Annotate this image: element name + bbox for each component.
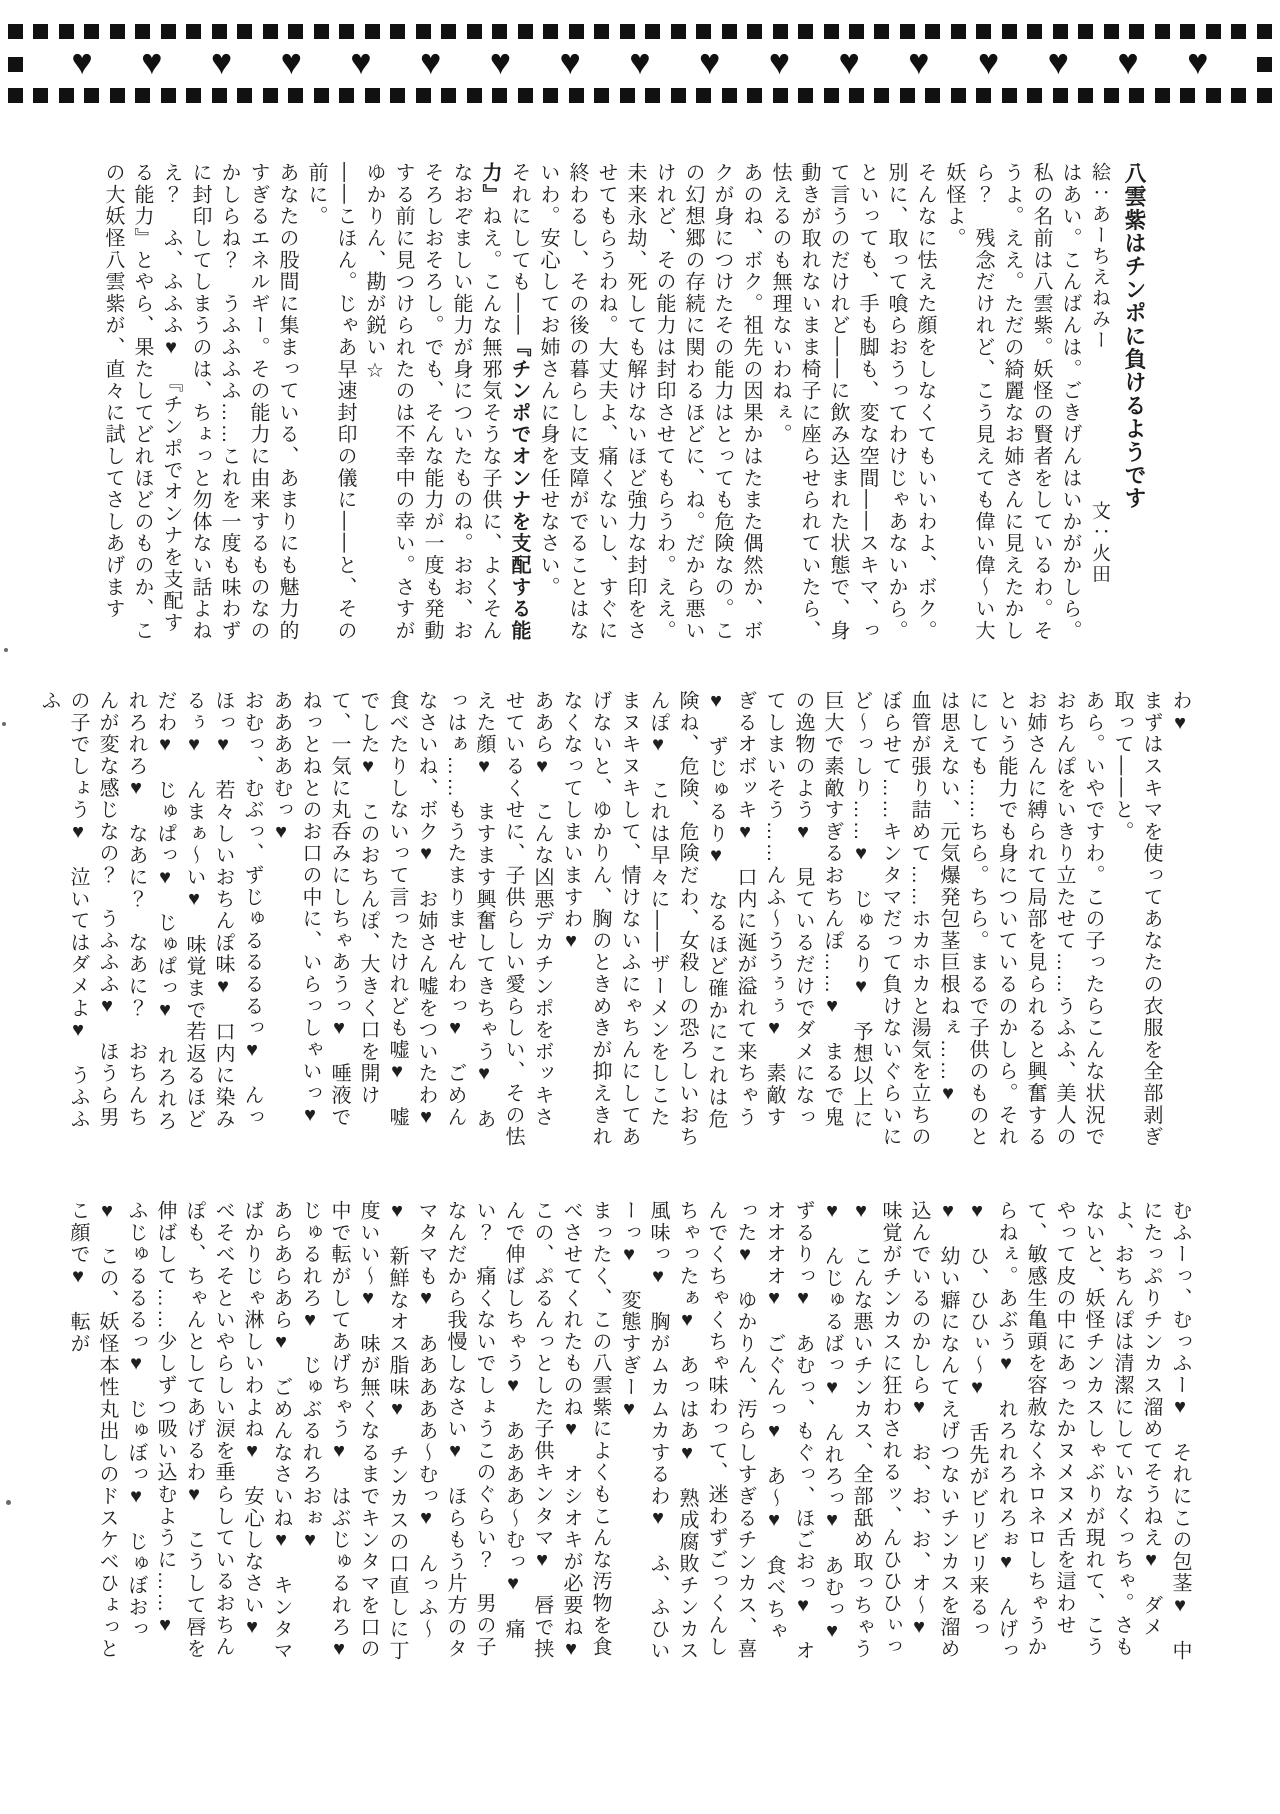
border-square-icon [1002,88,1017,103]
border-square-icon [900,24,915,39]
border-square-icon [951,88,966,103]
border-square-icon [645,88,660,103]
border-square-icon [212,24,227,39]
border-square-icon [161,24,176,39]
text-band-2 [38,690,1194,1152]
scan-speck [2,722,6,726]
border-square-icon [594,88,609,103]
border-square-icon [849,88,864,103]
border-square-icon [1053,88,1068,103]
paragraph: はあい。こんばんは。ごきげんはいかがかしら。 [1059,162,1081,642]
border-square-icon [186,24,201,39]
border-square-icon [874,24,889,39]
paragraph: まったく、この八雲紫によくもこんな汚物を食べさせてくれたものね♥ オシオキが必要ね♥ この、ぷるんっとした子供キンタマ♥ 唇で挟んで伸ばしちゃう♥ ああああ～むっ♥ 痛い？ 痛くないでしょうこのぐらい？ 男の子なんだから我慢しなさい♥ ほらもう片方のタマタマも♥ あああああ～むっ♥ んっふ～♥ 新鮮なオス脂味♥ チンカスの口直しに丁度いい～♥ 味が無くなるまでキンタマを口の中で転がしてあげちゃう♥ はぶじゅるれろ♥ じゅるれろ♥ じゅぶるれろおぉ♥ [299,1200,611,1684]
border-square-icon [416,88,431,103]
heart-icon: ♥ [838,41,860,82]
border-square-icon [467,24,482,39]
heart-icon: ♥ [1117,41,1139,82]
heart-icon: ♥ [280,41,302,82]
border-square-icon [620,88,635,103]
border-square-icon [1257,57,1272,72]
heart-icon: ♥ [908,41,930,82]
border-square-icon [263,88,278,103]
border-square-icon [237,24,252,39]
border-square-icon [1155,88,1170,103]
paragraph: あのね、ボク。祖先の因果かはたまた偶然か、ボクが身につけたその能力はとっても危険なの。この幻想郷の存続に関わるほどに、ね。だから悪いけれど、その能力は封印させてもらうわ。ええ。未来永劫、死しても解けないほど強力な封印をさせてもらうわね。大丈夫よ、痛くないし、すぐに終わるし、その後の暮らしに支障がでることはないわ。安心してお姉さんに身を任せなさい。 [537,162,762,642]
border-square-icon [543,88,558,103]
border-square-icon [594,24,609,39]
border-square-icon [773,24,788,39]
heart-icon: ♥ [420,41,442,82]
border-square-icon [441,24,456,39]
border-square-icon [288,24,303,39]
border-square-icon [1078,24,1093,39]
page-title: 八雲紫はチンポに負けるようです [1122,162,1147,510]
border-square-icon [416,24,431,39]
border-square-icon [900,88,915,103]
heart-icon: ♥ [1047,41,1070,82]
border-square-icon [135,88,150,103]
border-square-icon [314,88,329,103]
border-square-icon [339,24,354,39]
border-square-icon [1104,24,1119,39]
border-square-icon [1027,24,1042,39]
border-square-icon [467,88,482,103]
border-square-icon [492,24,507,39]
border-square-icon [8,24,23,39]
paragraph: ああら♥ こんな凶悪デカチンポをボッキさせているくせに、子供らしい愛らしい、その怯えた顔♥ ますます興奮してきちゃう♥ あっはぁ……もうたまりませんわっ♥ ごめんなさいね、ボク♥ お姉さん嘘をついたわ♥ 食べたりしないって言ったけれども嘘♥ 嘘でした♥ このおちんぽ、大きく口を開けて、一気に丸呑みにしちゃあうっ♥ 唾液でねっとねとのお口の中に、いらっしゃいっ♥ ああああむっ♥ [270,690,553,1152]
border-square-icon [492,88,507,103]
border-square-icon [237,88,252,103]
border-square-icon [59,24,74,39]
border-square-icon [1078,88,1093,103]
border-square-icon [84,88,99,103]
heart-icon: ♥ [489,41,512,82]
border-square-icon [824,24,839,39]
border-dash-row-bottom [8,88,1272,104]
border-square-icon [747,88,762,103]
border-square-icon [925,24,940,39]
paragraph: おむっ、むぶっ、ずじゅるるるるっ♥ んっほっ♥ 若々しいおちんぽ味♥ 口内に染みるぅ♥ んまぁ～い♥ 味覚まで若返るほどだわ♥ じゅぱっ♥ じゅぱっ♥ れろれろれろれろ♥ なあに？ なあに？ おちんちんが変な感じなの？ うふふふ♥ ほうら男の子でしょう♥ 泣いてはダメよ♥ うふふふ [38,690,263,1132]
border-square-icon [186,88,201,103]
border-square-icon [518,24,533,39]
heart-icon: ♥ [210,41,233,82]
heart-icon: ♥ [559,41,581,82]
heart-icon: ♥ [698,41,721,82]
border-square-icon [390,88,405,103]
border-square-icon [543,24,558,39]
border-square-icon [1104,88,1119,103]
border-square-icon [569,88,584,103]
border-square-icon [135,24,150,39]
heart-icon: ♥ [977,41,1000,82]
paragraph: ――こほん。じゃあ早速封印の儀に――と、その前に。 [305,162,356,642]
paragraph: あら。いやですわ。この子ったらこんな状況でおちんぽをいきり立たせて……うふふ、美人のお姉さんに縛られて局部を見られると興奮するという能力でも身についているのかしら。それにしても……ちら。ちら。まるで子供のものとは思えない、元気爆発包茎巨根ねぇ……♥ 血管が張り詰めて……ホカホカと湯気を立ちのぼらせて……キンタマだって負けないぐらいにど～っしり……♥ じゅるり♥ 予想以上に巨大で素敵すぎるおちんぽ……♥ まるで鬼の逸物のよう♥ 見ているだけでダメになってしまいそう……んふ～ううぅぅ♥ 素敵すぎるオボッキ♥ 口内に涎が溢れて来ちゃう♥ ずじゅるり♥ なるほど確かにこれは危険ね、危険、危険だわ、女殺しの恐ろしいおちんぽ♥ これは早々に――ザーメンをしこたまヌキヌキして、情けないふにゃちんにしてあげないと、ゆかりん、胸のときめきが抑えきれなくなってしまいますわ♥ [560,690,1104,1148]
border-square-icon [1257,88,1272,103]
heart-icon: ♥ [71,41,93,82]
border-square-icon [1206,88,1221,103]
border-square-icon [1180,88,1195,103]
scan-speck [6,1500,11,1505]
credit-writer: 文：火田 [1089,501,1110,585]
border-square-icon [365,88,380,103]
border-square-icon [976,24,991,39]
border-dash-row-top [8,24,1272,40]
paragraph: まずはスキマを使ってあなたの衣服を全部剥ぎ取って――と。 [1111,690,1162,1148]
border-square-icon [1002,24,1017,39]
credit-line [1084,162,1114,646]
border-square-icon [671,88,686,103]
border-square-icon [1231,24,1246,39]
paragraph: むふーっ、むっふー♥ それにこの包茎♥ 中にたっぷりチンカス溜めてそうねえ♥ ダメよ、おちんぽは清潔にしていなくっちゃ。さもないと、妖怪チンカスしゃぶりが現れて、こうやって皮の中にあったかヌメヌメ舌を這わせて、敏感生亀頭を容赦なくネロネロしちゃうからねぇ。あぶう♥ れろれろれろぉ♥ んげっ♥ ひ、ひひぃ～♥ 舌先がビリビリ来るっ♥ 幼い癖になんてえげつないチンカスを溜め込んでいるのかしら♥ お、お、お、オ～♥ 味覚がチンカスに狂わされるッ、んひひひぃっ♥ こんな悪いチンカス、全部舐め取っちゃう♥ んじゅるばっ♥ んれろっ♥ あむっ♥ ずるりっ♥ あむっ、もぐっ、ほごおっ♥ オオオオオ♥ ごぐんっ♥ あ～♥ 食べちゃった♥ ゆかりん、汚らしすぎるチンカス、喜んでくちゃくちゃ味わって、迷わずごっくんしちゃったぁ♥ あっはあ♥ 熟成腐敗チンカス風味っ♥ 胸がムカムカするわ♥ ふ、ふひいーっ♥ 変態すぎー♥ [618,1200,1191,1666]
paragraph-continuation: わ♥ [1169,690,1191,736]
border-square-icon [212,88,227,103]
border-square-icon [773,88,788,103]
border-square-icon [1180,24,1195,39]
border-square-icon [33,88,48,103]
border-square-icon [671,24,686,39]
border-square-icon [722,24,737,39]
border-square-icon [722,88,737,103]
paragraph: そんなに怯えた顔をしなくてもいいわよ、ボク。別に、取って喰らおうってわけじゃあないから。といっても、手も脚も、変な空間――スキマ、って言うのだけれど――に飲み込まれた状態で、身動きが取れないまま椅子に座らせられていたら、怯えるのも無理ないわねぇ。 [769,162,936,642]
text-band-3 [67,1200,1194,1684]
border-square-icon [161,88,176,103]
scan-speck [4,648,8,652]
heart-icon: ♥ [768,41,791,82]
border-square-icon [8,57,23,72]
border-square-icon [951,24,966,39]
border-square-icon [518,88,533,103]
border-square-icon [84,24,99,39]
border-square-icon [314,24,329,39]
heart-icon: ♥ [629,41,651,82]
paragraph: あなたの股間に集まっている、あまりにも魅力的すぎるエネルギー。その能力に由来するものなのかしらね？ うふふふふ……これを一度も味わずに封印してしまうのは、ちょっと勿体ない話よねえ？ ふ、ふふふ♥ 『チンポでオンナを支配する能力』とやら、果たしてどれほどのものか、この大妖怪八雲紫が、直々に試してさしあげます [102,162,298,642]
border-square-icon [263,24,278,39]
border-square-icon [798,88,813,103]
border-square-icon [8,88,23,103]
paragraph [359,162,533,646]
paragraph: あらあらあら♥ ごめんなさいね♥ キンタマばかりじゃ淋しいわよね♥ 安心しなさい♥ べそべそといやらしい涙を垂らしているおちんぽも、ちゃんとしてあげるわ♥ こうして唇を伸ばして……少しずつ吸い込むように……♥ ふじゅるるるっ♥ じゅぼっ♥ じゅぼおっ♥ この、妖怪本性丸出しのドスケベひょっとこ顔で♥ 転が [67,1200,292,1662]
border-square-icon [110,88,125,103]
border-square-icon [976,88,991,103]
border-square-icon [696,88,711,103]
border-square-icon [747,24,762,39]
border-square-icon [798,24,813,39]
border-square-icon [645,24,660,39]
text-band-1 [82,162,1154,646]
border-square-icon [1257,24,1272,39]
paragraph: 私の名前は八雲紫。妖怪の賢者をしているわ。そうよ。ええ。ただの綺麗なお姉さんに見えたかしら？ 残念だけれど、こう見えても偉い偉～い大妖怪よ。 [943,162,1052,642]
border-square-icon [441,88,456,103]
border-square-icon [33,24,48,39]
border-heart-row [8,43,1272,85]
border-square-icon [849,24,864,39]
border-square-icon [339,88,354,103]
border-square-icon [1155,24,1170,39]
emphasized-ability-name: 『チンポでオンナを支配する能力』 [479,162,530,642]
border-square-icon [1053,24,1068,39]
border-square-icon [925,88,940,103]
border-square-icon [110,24,125,39]
credit-artist: 絵：あーちえねみー [1089,162,1110,351]
border-square-icon [59,88,74,103]
border-square-icon [1129,24,1144,39]
border-square-icon [390,24,405,39]
border-square-icon [288,88,303,103]
border-square-icon [824,88,839,103]
heart-icon: ♥ [141,41,163,82]
heart-icon: ♥ [350,41,372,82]
border-square-icon [1027,88,1042,103]
border-square-icon [569,24,584,39]
paragraph-text: ねえ。こんな無邪気そうな子供に、よくそんなおぞましい能力が身についたものね。おお、おそろしおそろし。でも、そんな能力が一度も発動する前に見つけられたのは不幸中の幸い。さすがゆかりん、勘が鋭い☆ [363,162,501,642]
border-square-icon [1206,24,1221,39]
border-square-icon [1129,88,1144,103]
paragraph-text: それにしても―― [508,162,530,337]
heart-border [8,24,1272,104]
border-square-icon [620,24,635,39]
heart-icon: ♥ [1187,41,1209,82]
border-square-icon [365,24,380,39]
border-square-icon [874,88,889,103]
border-square-icon [1231,88,1246,103]
border-square-icon [696,24,711,39]
